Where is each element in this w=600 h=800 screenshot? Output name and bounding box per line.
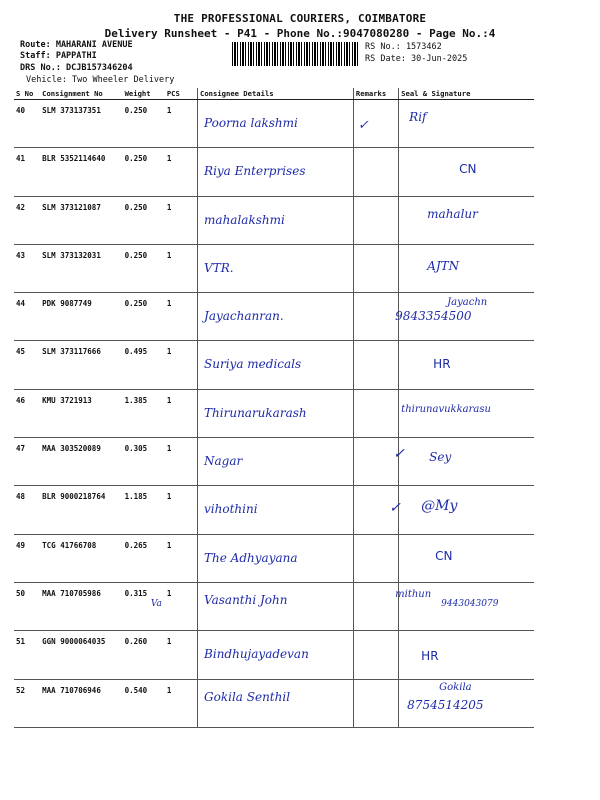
sno-cell: 51 <box>14 631 40 679</box>
weight-cell: 1.185 <box>123 486 165 534</box>
consignee-handwriting: The Adhyayana <box>204 550 298 565</box>
signature-cell <box>393 438 534 486</box>
signature-handwriting: Gokila <box>439 681 472 693</box>
remarks-cell <box>353 244 398 292</box>
weight-cell: 0.265 <box>123 534 165 582</box>
consignee-handwriting: Bindhujayadevan <box>204 647 309 662</box>
table-row <box>14 438 534 486</box>
weight-cell: 1.385 <box>123 389 165 437</box>
runsheet-subtitle: Delivery Runsheet - P41 - Phone No.:9047080280 - Page No.:4 <box>104 27 496 40</box>
table-row <box>14 534 534 582</box>
signature-cell <box>399 389 534 437</box>
sno-cell: 50 <box>14 582 40 630</box>
consignee-handwriting: Jayachanran. <box>204 309 284 324</box>
consignee-cell <box>198 534 354 582</box>
phone-handwriting: 8754514205 <box>407 697 484 712</box>
pcs-cell: 1 <box>165 293 198 341</box>
table-row <box>14 293 534 341</box>
signature-cell <box>399 341 534 389</box>
table-row <box>14 148 534 196</box>
sno-cell: 49 <box>14 534 40 582</box>
remarks-cell <box>353 293 398 341</box>
consignee-handwriting: Riya Enterprises <box>204 164 306 179</box>
remarks-cell <box>353 534 398 582</box>
table-row <box>14 341 534 389</box>
pcs-cell: 1 <box>165 196 198 244</box>
route-label: Route: MAHARANI AVENUE <box>20 40 133 50</box>
remarks-cell <box>353 148 398 196</box>
sno-cell: 42 <box>14 196 40 244</box>
consignment-cell: MAA 710705986 <box>40 582 122 630</box>
sno-cell: 48 <box>14 486 40 534</box>
column-header-consignment: Consignment No <box>40 88 122 100</box>
sno-cell: 46 <box>14 389 40 437</box>
consignment-cell: SLM 373132031 <box>40 244 122 292</box>
consignee-cell <box>198 631 354 679</box>
phone-handwriting: 9443043079 <box>441 598 499 609</box>
remarks-cell <box>353 438 398 486</box>
pcs-cell: 1 <box>165 679 198 727</box>
signature-handwriting: HR <box>433 357 451 372</box>
weight-cell: 0.305 <box>123 438 165 486</box>
signature-handwriting: Sey <box>429 450 452 465</box>
consignee-handwriting: Thirunarukarash <box>204 405 307 420</box>
consignee-handwriting: VTR. <box>204 260 234 275</box>
remarks-cell <box>353 631 398 679</box>
column-header-sno: S No <box>14 88 40 100</box>
drs-number: DRS No.: DCJB157346204 <box>20 63 133 73</box>
consignment-cell: SLM 373137351 <box>40 100 122 148</box>
pcs-cell: 1 <box>165 438 198 486</box>
column-header-weight: Weight <box>123 88 165 100</box>
table-row <box>14 679 534 727</box>
signature-cell <box>399 196 534 244</box>
pcs-cell: 1 <box>165 534 198 582</box>
signature-handwriting: mahalur <box>427 206 478 221</box>
table-row <box>14 486 534 534</box>
remarks-cell <box>353 389 398 437</box>
table-row <box>14 582 534 630</box>
pcs-cell: 1 <box>165 631 198 679</box>
consignment-cell: MAA 303520089 <box>40 438 122 486</box>
consignee-cell <box>198 148 354 196</box>
check-mark: ✓ <box>389 500 401 517</box>
consignment-cell: SLM 373117666 <box>40 341 122 389</box>
table-row <box>14 100 534 148</box>
signature-handwriting: AJTN <box>427 258 460 273</box>
consignment-cell: PDK 9087749 <box>40 293 122 341</box>
sno-cell: 45 <box>14 341 40 389</box>
consignment-cell: GGN 9000064035 <box>40 631 122 679</box>
signature-handwriting: @My <box>421 498 458 515</box>
signature-cell <box>399 244 534 292</box>
remarks-cell <box>353 582 398 630</box>
signature-cell <box>399 148 534 196</box>
pcs-cell: 1 <box>165 341 198 389</box>
consignee-cell <box>198 100 354 148</box>
signature-handwriting: CN <box>459 162 477 177</box>
consignee-cell <box>198 582 354 630</box>
consignee-handwriting: Nagar <box>204 454 243 469</box>
rs-date: RS Date: 30-Jun-2025 <box>365 54 468 64</box>
pcs-cell <box>150 582 198 630</box>
side-note-handwriting: Va <box>150 598 162 609</box>
signature-handwriting: thirunavukkarasu <box>401 403 491 415</box>
consignee-cell <box>198 244 354 292</box>
remarks-cell <box>353 679 398 727</box>
check-mark: ✓ <box>357 118 369 133</box>
table-row <box>14 244 534 292</box>
signature-handwriting: HR <box>421 649 439 664</box>
consignee-handwriting: Suriya medicals <box>204 357 302 372</box>
sno-cell: 40 <box>14 100 40 148</box>
signature-handwriting: mithun <box>395 588 432 600</box>
weight-cell: 0.315 <box>123 582 165 630</box>
pcs-value: 1 <box>166 588 172 598</box>
column-header-signature: Seal & Signature <box>399 88 534 100</box>
signature-handwriting: Rif <box>409 110 427 124</box>
consignment-cell: KMU 3721913 <box>40 389 122 437</box>
signature-handwriting: Jayachn <box>447 297 488 309</box>
consignee-handwriting: vihothini <box>204 502 258 517</box>
signature-cell <box>395 293 534 341</box>
weight-cell: 0.250 <box>123 148 165 196</box>
sno-cell: 43 <box>14 244 40 292</box>
table-row <box>14 196 534 244</box>
column-header-pcs: PCS <box>165 88 198 100</box>
consignee-handwriting: mahalakshmi <box>204 212 285 227</box>
table-header-row <box>14 88 534 100</box>
weight-cell: 0.250 <box>123 244 165 292</box>
table-row <box>14 631 534 679</box>
consignee-cell <box>198 679 354 727</box>
weight-cell: 0.250 <box>123 100 165 148</box>
phone-handwriting: 9843354500 <box>395 309 472 324</box>
weight-cell: 0.250 <box>123 293 165 341</box>
sno-cell: 52 <box>14 679 40 727</box>
company-title: THE PROFESSIONAL COURIERS, COIMBATORE <box>173 12 427 25</box>
signature-cell <box>399 679 534 727</box>
pcs-cell: 1 <box>165 100 198 148</box>
consignee-cell <box>198 486 354 534</box>
consignee-cell <box>198 341 354 389</box>
consignment-cell: BLR 9000218764 <box>40 486 122 534</box>
consignment-cell: SLM 373121087 <box>40 196 122 244</box>
sno-cell: 41 <box>14 148 40 196</box>
consignee-handwriting: Vasanthi John <box>204 592 288 607</box>
staff-label: Staff: PAPPATHI <box>20 51 97 61</box>
signature-cell <box>399 631 534 679</box>
signature-cell <box>399 100 534 148</box>
sno-cell: 44 <box>14 293 40 341</box>
check-mark: ✓ <box>393 446 405 463</box>
pcs-cell: 1 <box>165 389 198 437</box>
weight-cell: 0.250 <box>123 196 165 244</box>
column-header-remarks: Remarks <box>353 88 398 100</box>
sno-cell: 47 <box>14 438 40 486</box>
consignee-cell <box>198 293 354 341</box>
weight-cell: 0.260 <box>123 631 165 679</box>
remarks-cell <box>353 341 398 389</box>
pcs-cell: 1 <box>165 148 198 196</box>
consignee-cell <box>198 389 354 437</box>
pcs-cell: 1 <box>165 244 198 292</box>
weight-cell: 0.540 <box>123 679 165 727</box>
consignee-handwriting: Gokila Senthil <box>204 689 291 704</box>
signature-cell <box>399 534 534 582</box>
rs-number: RS No.: 1573462 <box>365 42 442 52</box>
vehicle-label: Vehicle: Two Wheeler Delivery <box>26 75 175 85</box>
column-header-consignee: Consignee Details <box>198 88 354 100</box>
consignment-cell: BLR 5352114640 <box>40 148 122 196</box>
signature-cell <box>395 582 534 630</box>
barcode <box>232 42 360 66</box>
signature-handwriting: CN <box>435 548 453 563</box>
signature-cell <box>389 486 534 534</box>
remarks-cell <box>353 196 398 244</box>
consignee-handwriting: Poorna lakshmi <box>204 116 298 130</box>
runsheet-table <box>14 88 534 728</box>
consignment-cell: TCG 41766708 <box>40 534 122 582</box>
consignment-cell: MAA 710706946 <box>40 679 122 727</box>
consignee-cell <box>198 438 354 486</box>
weight-cell: 0.495 <box>123 341 165 389</box>
consignee-cell <box>198 196 354 244</box>
remarks-cell <box>353 100 398 148</box>
pcs-cell: 1 <box>165 486 198 534</box>
table-row <box>14 389 534 437</box>
